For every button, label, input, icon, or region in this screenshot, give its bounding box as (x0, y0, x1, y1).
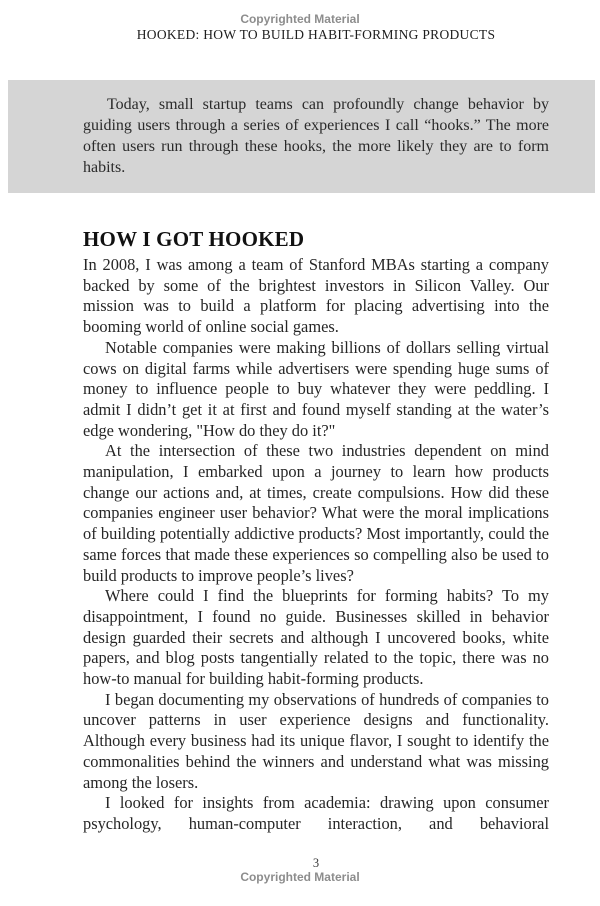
page-number: 3 (312, 856, 320, 870)
body-paragraph: At the intersection of these two industries dependent on mind manipulation, I embarked upon a journey to learn how products change our actions and, at times, create compulsions. How did these companies engineer user behavior? What were the moral implications of building potentially addictive products? Most importantly, could the same forces that made these experiences so compelling also be used to build products to improve people’s lives? (83, 441, 549, 585)
quote-text: Today, small startup teams can profoundly change behavior by guiding users through a series of experiences I call “hooks.” The more often users run through these hooks, the more likely they are to form habits. (83, 96, 549, 176)
body-paragraph: I began documenting my observations of hundreds of companies to uncover patterns in user experience designs and functionality. Although every business had its unique flavor, I sought to identify the commonalities behind the winners and understand what was missing among the losers. (83, 689, 549, 792)
section-heading: HOW I GOT HOOKED (83, 227, 305, 251)
body-paragraph: Where could I find the blueprints for forming habits? To my disappointment, I found no guide. Businesses skilled in behavior design guarded their secrets and although I uncovered books, white papers, and blog posts tangentially related to the topic, there was no how-to manual for building habit-forming products. (83, 586, 549, 689)
body-paragraph: In 2008, I was among a team of Stanford MBAs starting a company backed by some of the brightest investors in Silicon Valley. Our mission was to build a platform for placing advertising into the booming world of online social games. (83, 255, 549, 337)
top-copyright-notice: Copyrighted Material (240, 12, 360, 26)
body-text-column (83, 227, 549, 835)
running-header-title: HOOKED: HOW TO BUILD HABIT-FORMING PRODUCTS (136, 27, 496, 42)
body-paragraph: I looked for insights from academia: drawing upon consumer psychology, human-computer interaction, and behavioral (83, 793, 549, 833)
body-paragraph: Notable companies were making billions of dollars selling virtual cows on digital farms while advertisers were spending huge sums of money to influence people to buy whatever they were peddling. I admit I didn’t get it at first and found myself standing at the water’s edge wondering, "How do they do it?" (83, 337, 549, 440)
highlighted-quote-block (8, 80, 595, 193)
bottom-copyright-notice: Copyrighted Material (240, 870, 360, 884)
